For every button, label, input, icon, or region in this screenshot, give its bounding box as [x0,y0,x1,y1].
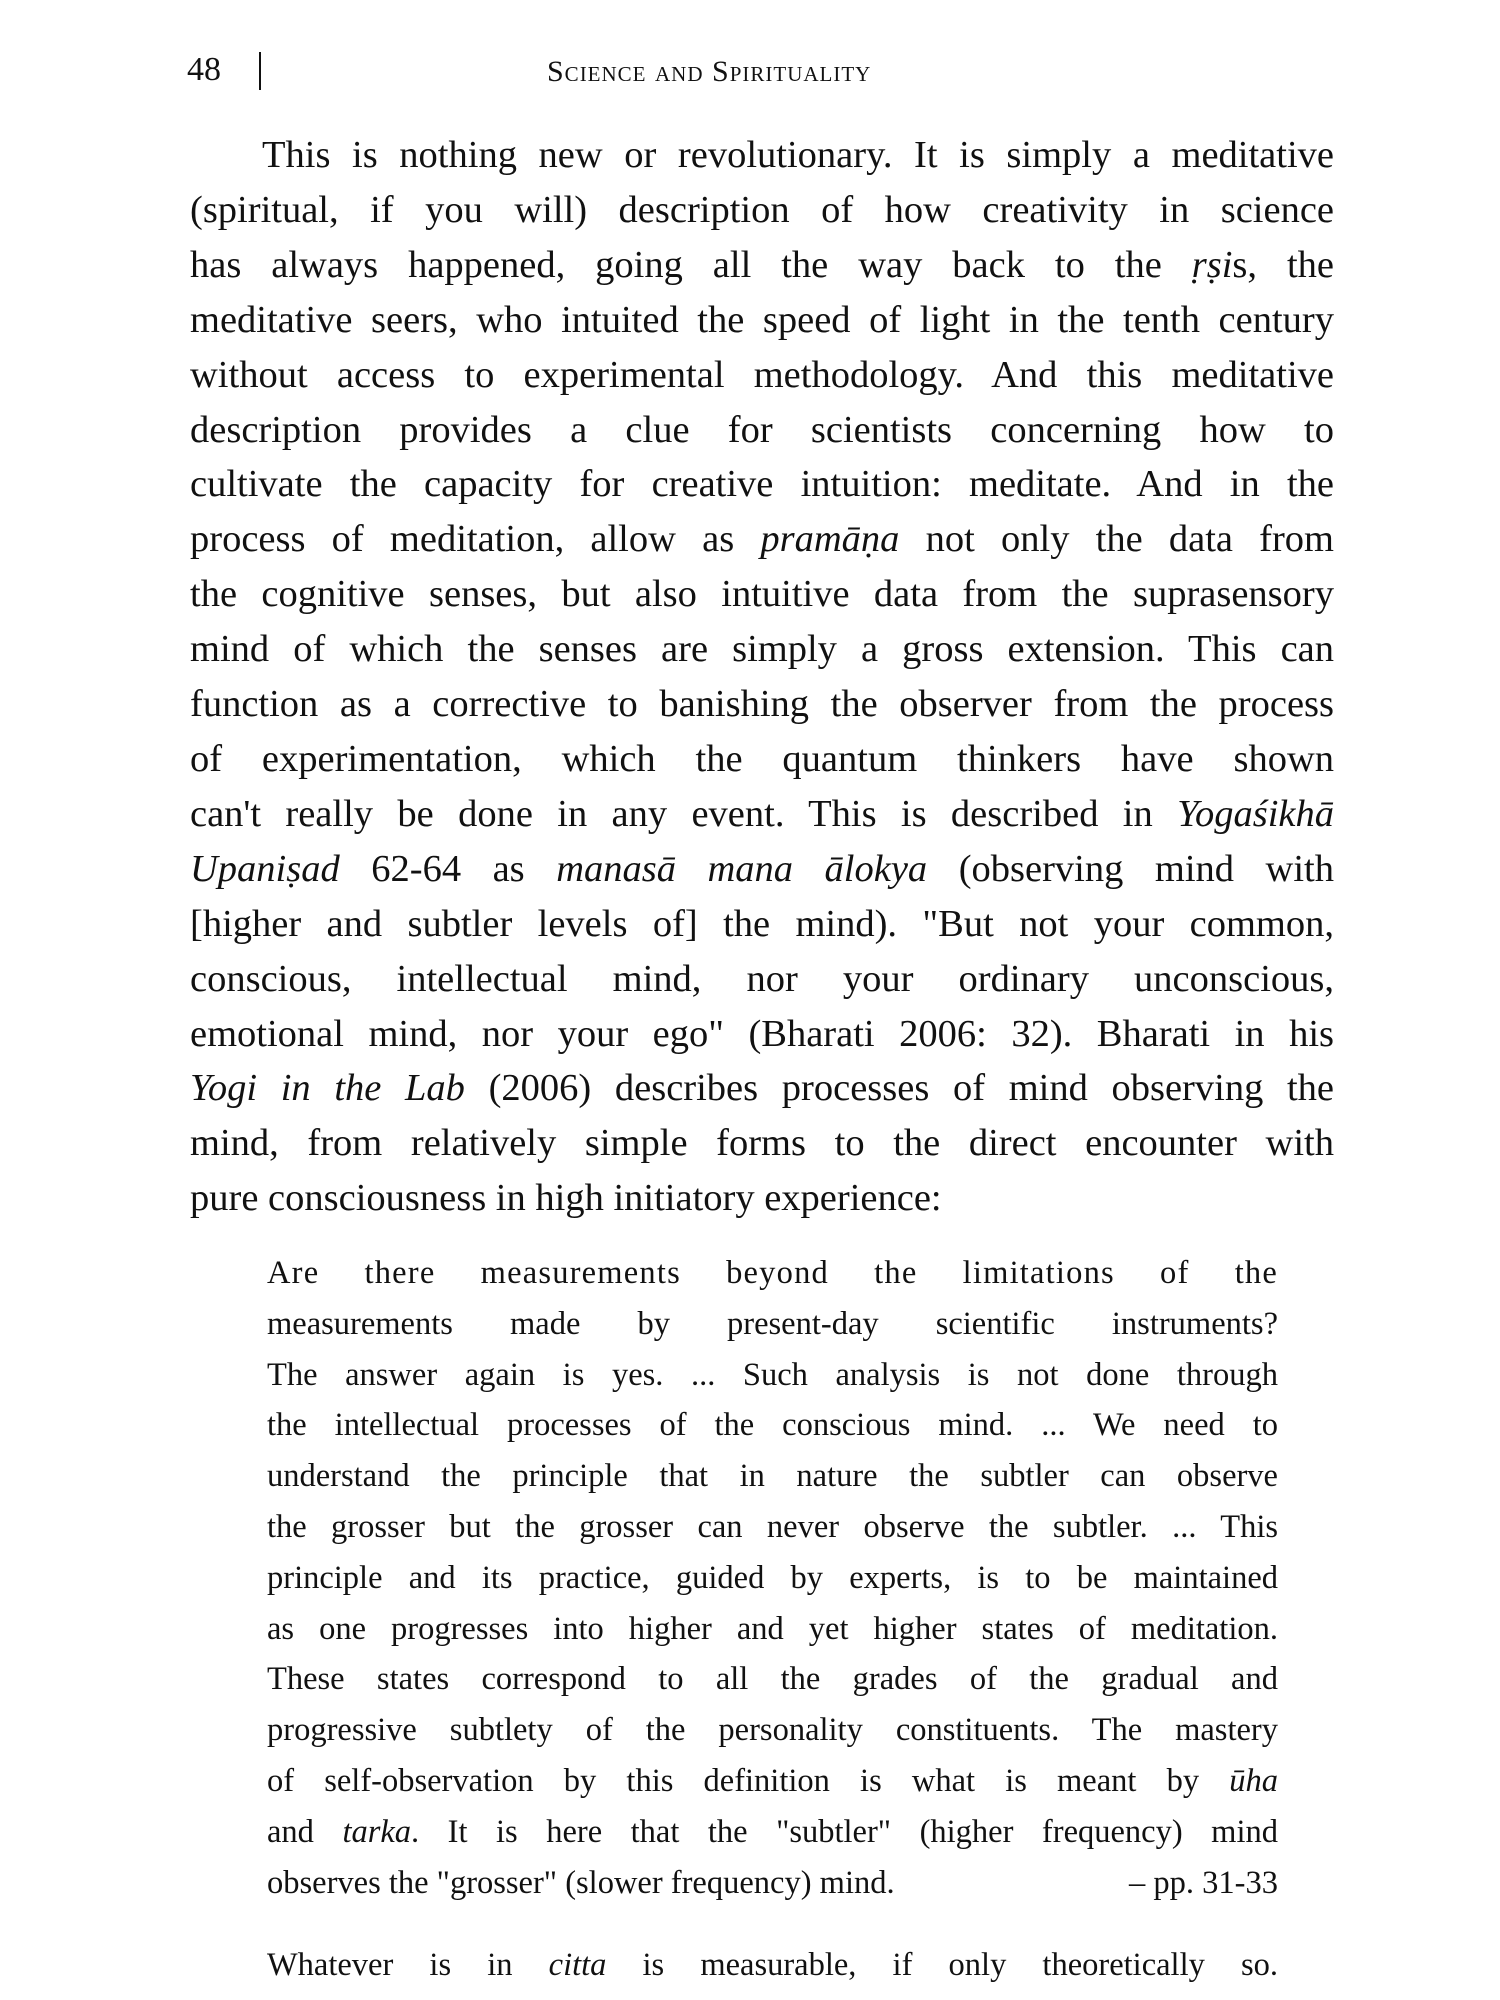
body-line: This is nothing new or revolutionary. It is simply a meditative [262,134,1334,176]
quote-line: These states correspond to all the grades of the gradual and [267,1661,1278,1698]
quote-line: principle and its practice, guided by experts, is to be maintained [267,1559,1278,1596]
body-line: conscious, intellectual mind, nor your ordinary unconscious, [190,957,1334,1000]
quote-line: observes the "grosser" (slower frequency) mind. [267,1864,895,1901]
quote-line: The answer again is yes. ... Such analysis is not done through [267,1356,1278,1393]
term-rsi: ṛṣi [1191,243,1233,286]
page-header [187,46,1300,96]
body-line: emotional mind, nor your ego" (Bharati 2006: 32). Bharati in his [190,1012,1334,1055]
body-line: mind, from relatively simple forms to the direct encounter with [190,1122,1334,1165]
body-line: function as a corrective to banishing the observer from the process [190,683,1334,726]
body-line: pure consciousness in high initiatory experience: [190,1177,942,1220]
quote-citation: – pp. 31-33 [1129,1864,1278,1901]
body-line: can't really be done in any event. This is described in Yogaśikhā [190,792,1334,835]
quote-line: the grosser but the grosser can never observe the subtler. ... This [267,1508,1278,1545]
body-paragraph [190,128,1334,1226]
body-line: process of meditation, allow as pramāṇa not only the data from [190,518,1334,561]
body-line: the cognitive senses, but also intuitive data from the suprasensory [190,573,1334,616]
body-line: Upaniṣad 62-64 as manasā mana ālokya (observing mind with [190,847,1334,890]
quote-line: understand the principle that in nature the subtler can observe [267,1458,1278,1495]
running-head: Science and Spirituality [547,55,872,88]
body-line: meditative seers, who intuited the speed of light in the tenth century [190,298,1334,341]
term-pramana: pramāṇa [760,518,900,561]
quote-line: as one progresses into higher and yet higher states of meditation. [267,1610,1278,1647]
quote-line: measurements made by present-day scientific instruments? [267,1305,1278,1342]
body-line: without access to experimental methodology. And this meditative [190,353,1334,396]
closing-paragraph [267,1940,1278,1990]
book-title-yogi-in-the-lab: Yogi in the Lab [190,1067,465,1110]
quote-line: Are there measurements beyond the limitations of the [267,1255,1278,1291]
page-number: 48 [187,51,221,88]
quote-line: and tarka. It is here that the "subtler" (higher frequency) mind [267,1813,1278,1850]
body-line: has always happened, going all the way back to the ṛṣis, the [190,243,1334,286]
closing-line: Whatever is in citta is measurable, if only theoretically so. [267,1947,1279,1983]
body-line: [higher and subtler levels of] the mind). "But not your common, [190,902,1334,945]
body-line: description provides a clue for scientists concerning how to [190,408,1334,451]
quote-line: the intellectual processes of the conscious mind. ... We need to [267,1407,1278,1444]
term-yogasikha: Yogaśikhā [1177,792,1334,835]
body-line: mind of which the senses are simply a gross extension. This can [190,628,1334,671]
quote-last-line [267,1858,1278,1909]
term-tarka: tarka [342,1813,412,1850]
term-upanisad: Upaniṣad [190,847,340,890]
header-divider [259,52,261,90]
block-quote [267,1248,1278,1908]
term-citta: citta [548,1947,607,1983]
body-line: (spiritual, if you will) description of how creativity in science [190,188,1334,231]
body-line: cultivate the capacity for creative intuition: meditate. And in the [190,463,1334,506]
term-uha: ūha [1229,1762,1278,1799]
term-manasa-mana-alokya: manasā mana ālokya [556,847,928,890]
quote-line: progressive subtlety of the personality constituents. The mastery [267,1712,1278,1749]
body-line: Yogi in the Lab (2006) describes processes of mind observing the [190,1067,1335,1110]
body-line: of experimentation, which the quantum thinkers have shown [190,737,1334,780]
quote-line: of self-observation by this definition is what is meant by ūha [267,1762,1278,1799]
